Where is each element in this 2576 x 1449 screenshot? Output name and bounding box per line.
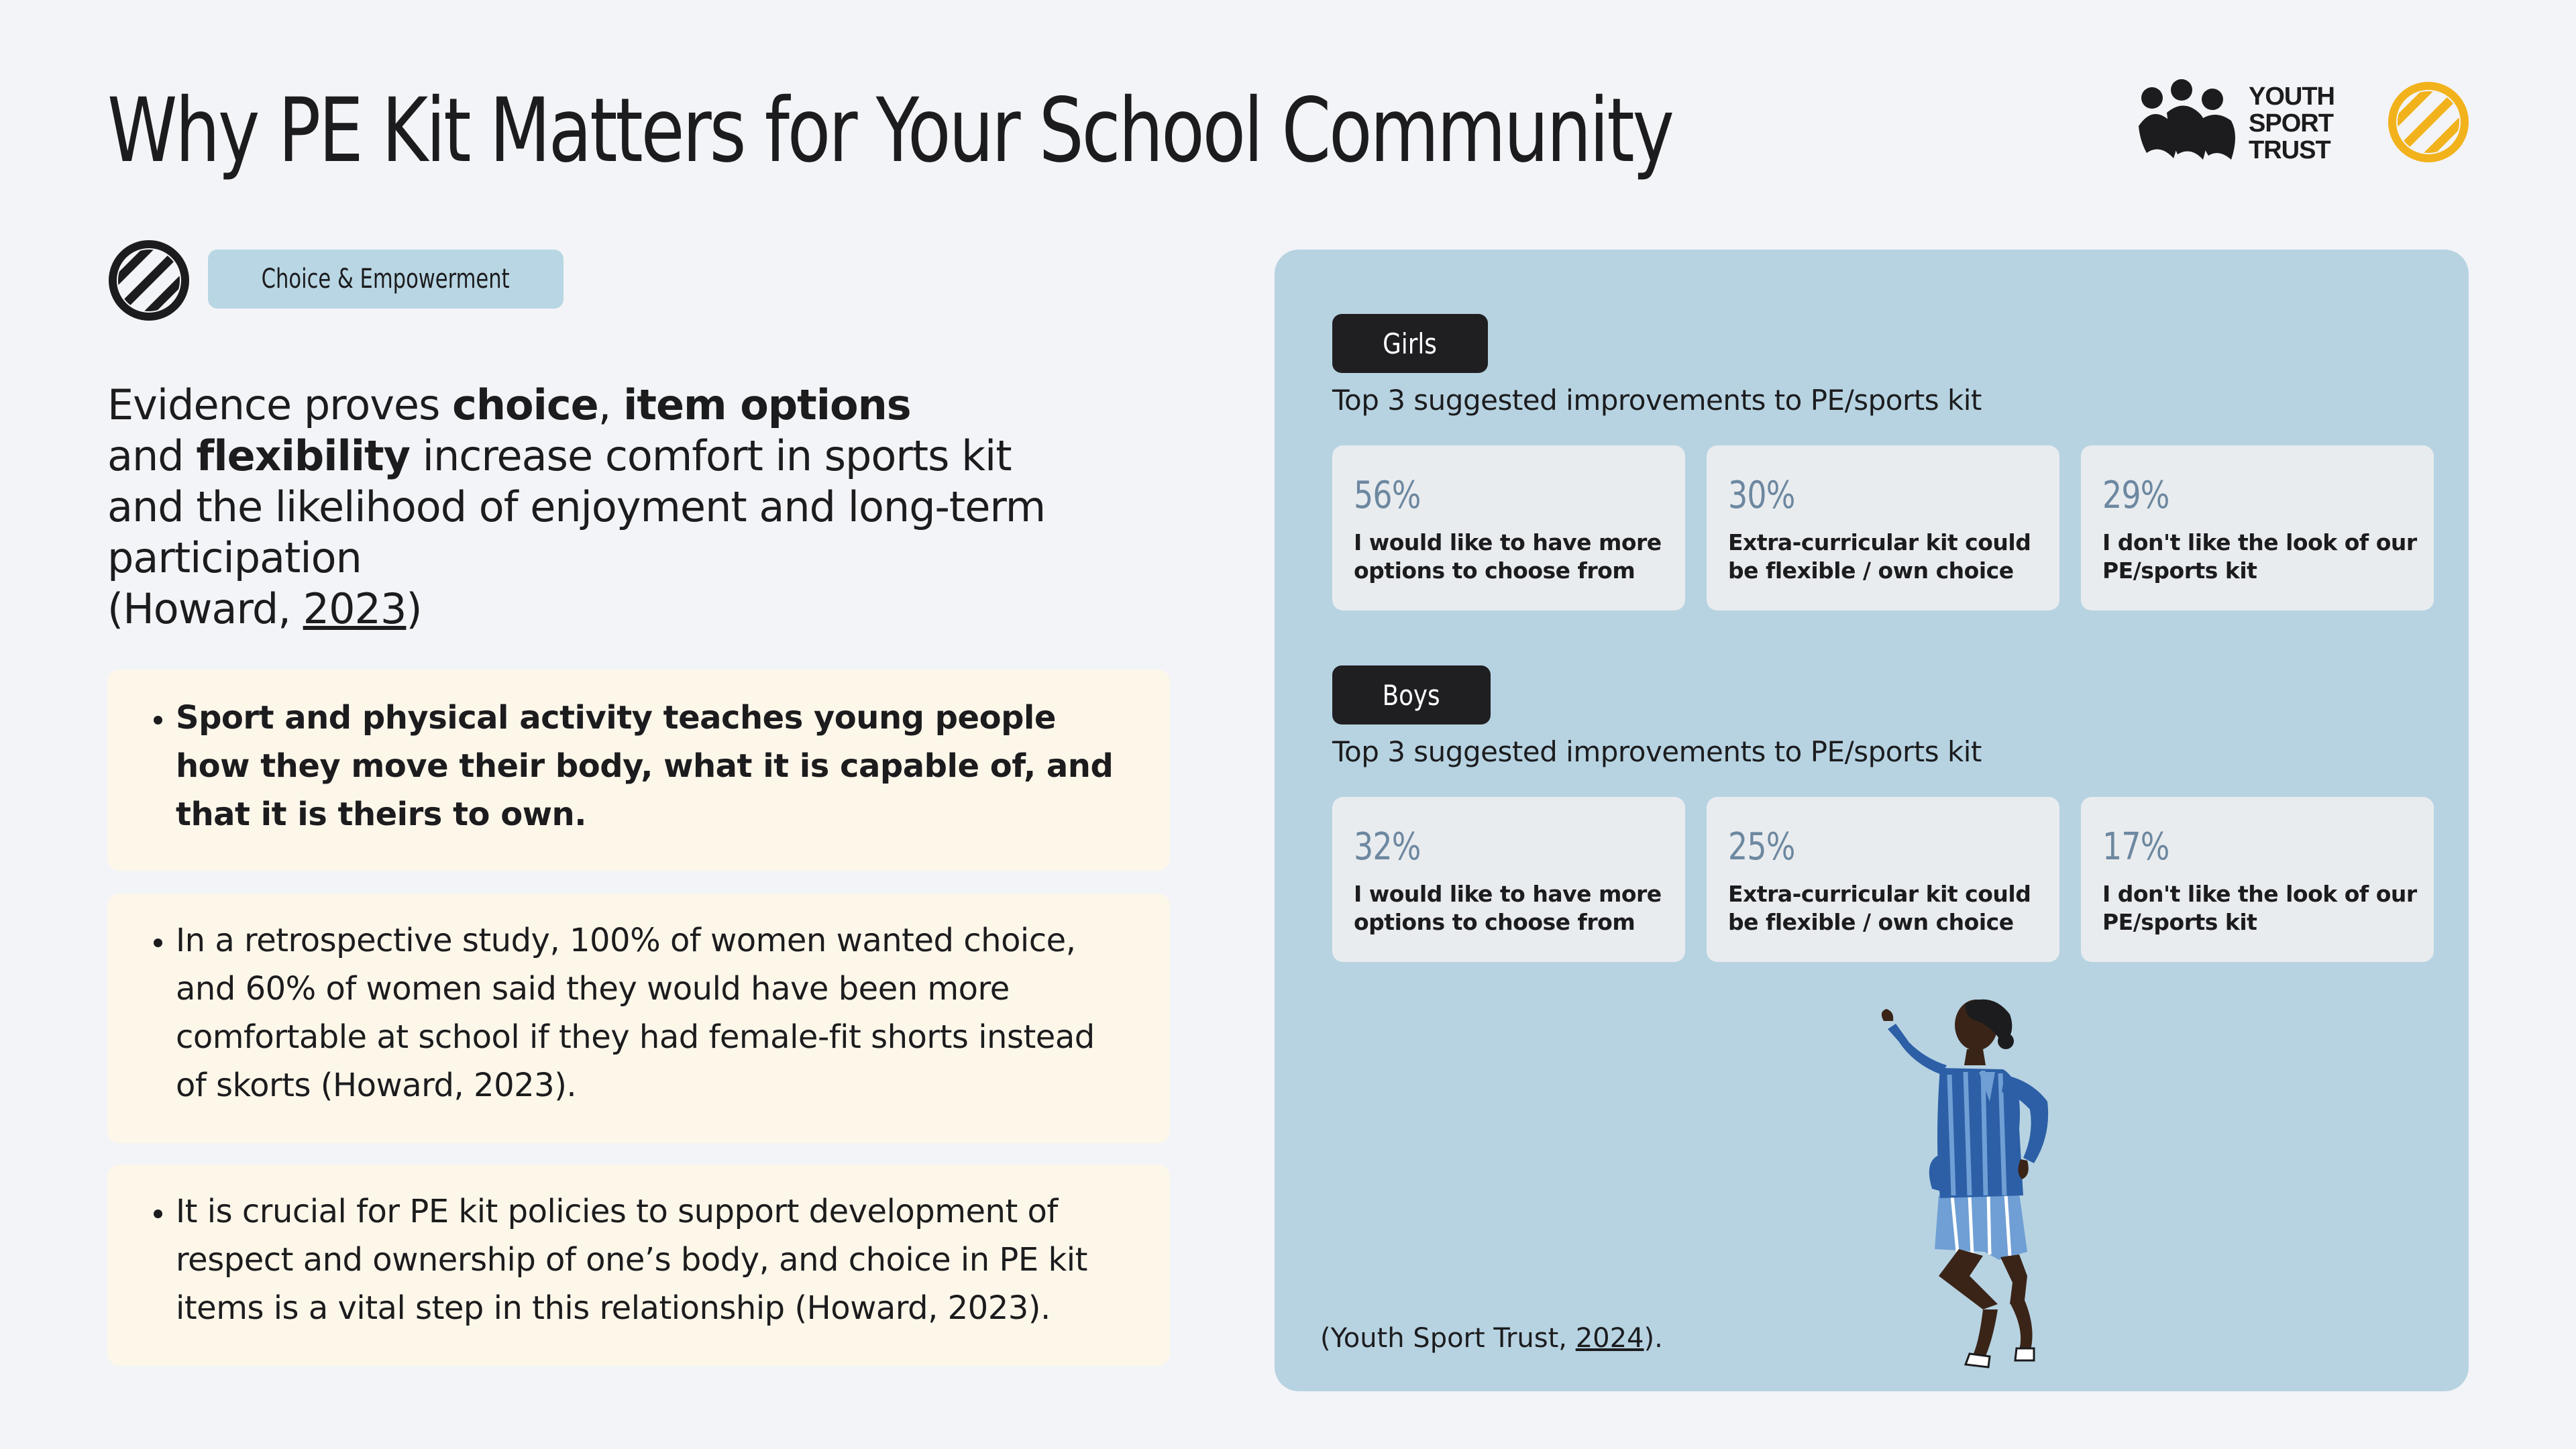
statistics-panel — [1275, 250, 2469, 1391]
stat-label: I don't like the look of our PE/sports kit — [2102, 881, 2417, 935]
lead-text: , — [598, 380, 624, 429]
stat-value: 29% — [2102, 474, 2169, 517]
logo-text-line: TRUST — [2249, 136, 2330, 164]
category-badge — [208, 250, 564, 309]
girls-tag — [1332, 314, 1488, 373]
bullet-text: • In a retrospective study, 100% of women wanted choice, and 60% of women said they would have been more comfortable at school if they had female-fit shorts instead of skorts (Howard, 2023). — [176, 916, 1170, 1110]
bullet-box — [107, 669, 1170, 871]
bullet-text: • Sport and physical activity teaches young people how they move their body, what it is capable of, and that it is theirs to own. — [176, 694, 1170, 839]
stat-value: 30% — [1728, 474, 1795, 517]
tag-label: Girls — [1383, 327, 1438, 360]
group-subtitle: Top 3 suggested improvements to PE/sports kit — [1332, 735, 1982, 768]
lead-statement — [107, 380, 1060, 635]
source-link[interactable]: 2024 — [1575, 1323, 1644, 1354]
stat-label: I don't like the look of our PE/sports kit — [2102, 529, 2417, 584]
stat-card — [1332, 797, 1685, 962]
stat-value: 25% — [1728, 825, 1795, 869]
source-close: ). — [1644, 1323, 1663, 1354]
stat-card — [2081, 797, 2434, 962]
youth-sport-trust-logo — [2133, 79, 2334, 166]
stat-card — [1332, 445, 1685, 610]
stat-card — [2081, 445, 2434, 610]
lead-citation-close: ) — [406, 584, 422, 633]
lead-citation-open: (Howard, — [107, 584, 303, 633]
lead-citation-link[interactable]: 2023 — [303, 584, 407, 633]
stat-card — [1707, 797, 2059, 962]
lead-bold-item-options: item options — [623, 380, 911, 429]
bullet-text: • It is crucial for PE kit policies to support development of respect and ownership of one’s body, and choice in PE kit items is a vital step in this relationship (Howard, 2023). — [176, 1187, 1170, 1332]
page-title: Why PE Kit Matters for Your School Community — [107, 79, 1672, 182]
diagonal-stripes-circle-icon — [107, 239, 191, 322]
logo-text-line: SPORT — [2249, 109, 2333, 138]
stat-label: Extra-curricular kit could be flexible / own choice — [1728, 529, 2031, 584]
stat-value: 17% — [2102, 825, 2169, 869]
category-label: Choice & Empowerment — [262, 264, 510, 294]
stat-label: I would like to have more options to choose from — [1354, 529, 1662, 584]
source-citation — [1320, 1323, 1663, 1354]
bullet-box — [107, 894, 1170, 1143]
lead-bold-choice: choice — [452, 380, 598, 429]
stat-value: 56% — [1354, 474, 1421, 517]
lead-bold-flexibility: flexibility — [196, 431, 411, 480]
boys-tag — [1332, 665, 1491, 724]
logo-text-line: YOUTH — [2249, 83, 2334, 111]
bullet-box — [107, 1165, 1170, 1366]
stat-label: I would like to have more options to choose from — [1354, 881, 1662, 935]
stat-value: 32% — [1354, 825, 1421, 869]
lead-text: increase comfort in sports kit and the likelihood of enjoyment and long-term participation — [107, 431, 1046, 582]
yellow-stripes-circle-icon — [2387, 80, 2470, 164]
youth-sport-trust-wordmark — [2249, 83, 2334, 164]
lead-text: Evidence proves — [107, 380, 453, 429]
stat-card — [1707, 445, 2059, 610]
stat-label: Extra-curricular kit could be flexible / own choice — [1728, 881, 2031, 935]
youth-sport-trust-logo-icon — [2133, 79, 2241, 166]
source-open: (Youth Sport Trust, — [1320, 1323, 1576, 1354]
tag-label: Boys — [1382, 678, 1441, 712]
lead-text: and — [107, 431, 197, 480]
running-child-illustration — [1851, 994, 2120, 1370]
group-subtitle: Top 3 suggested improvements to PE/sports kit — [1332, 384, 1982, 417]
